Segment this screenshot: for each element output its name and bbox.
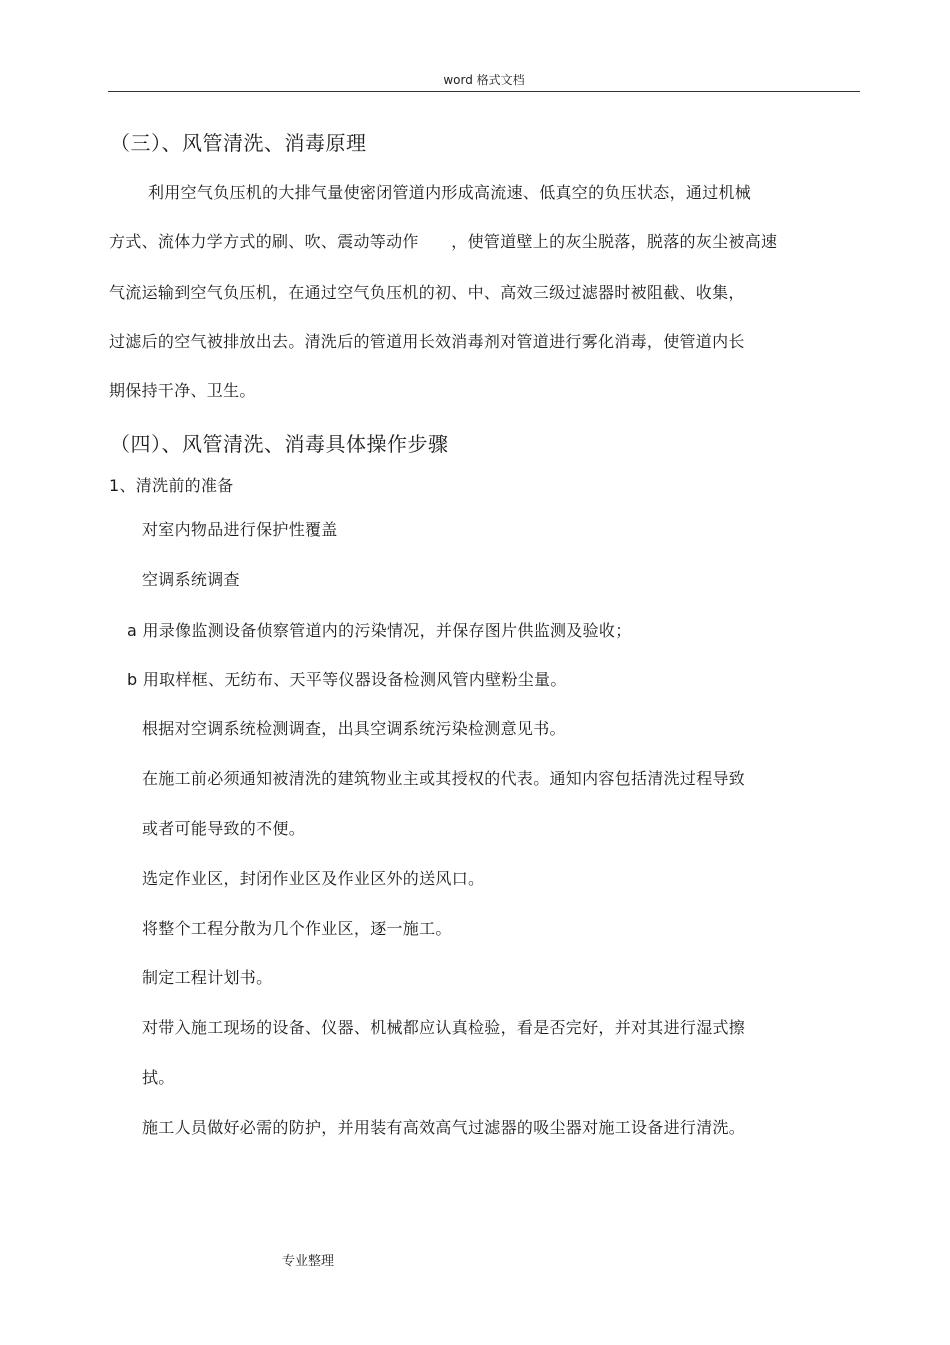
list-item: a 用录像监测设备侦察管道内的污染情况，并保存图片供监测及验收；: [127, 621, 632, 640]
paragraph-line: 方式、流体力学方式的刷、吹、震动等动作 ，使管道壁上的灰尘脱落，脱落的灰尘被高速: [109, 232, 778, 251]
paragraph-line: 期保持干净、卫生。: [109, 381, 256, 400]
list-item: 拭。: [142, 1068, 175, 1087]
list-item: 对带入施工现场的设备、仪器、机械都应认真检验，看是否完好，并对其进行湿式擦: [142, 1018, 746, 1037]
list-item: 制定工程计划书。: [142, 968, 273, 987]
list-item: 施工人员做好必需的防护，并用装有高效高气过滤器的吸尘器对施工设备进行清洗。: [142, 1118, 746, 1137]
list-item: 将整个工程分散为几个作业区，逐一施工。: [142, 919, 452, 938]
list-item: b 用取样框、无纺布、天平等仪器设备检测风管内壁粉尘量。: [127, 670, 567, 689]
paragraph-line: 气流运输到空气负压机，在通过空气负压机的初、中、高效三级过滤器时被阻截、收集，: [109, 283, 745, 302]
header-divider: [108, 91, 860, 92]
paragraph-line: 利用空气负压机的大排气量使密闭管道内形成高流速、低真空的负压状态，通过机械: [148, 183, 752, 202]
page-header: word 格式文档: [443, 73, 525, 87]
section-heading-3: （三）、风管清洗、消毒原理: [110, 131, 367, 155]
list-item: 空调系统调查: [142, 570, 240, 589]
list-item: 对室内物品进行保护性覆盖: [142, 520, 338, 539]
page-footer: 专业整理: [282, 1254, 335, 1269]
section-heading-4: （四）、风管清洗、消毒具体操作步骤: [110, 432, 449, 456]
list-item: 根据对空调系统检测调查，出具空调系统污染检测意见书。: [142, 719, 566, 738]
paragraph-line: 过滤后的空气被排放出去。清洗后的管道用长效消毒剂对管道进行雾化消毒，使管道内长: [109, 332, 745, 351]
list-item: 在施工前必须通知被清洗的建筑物业主或其授权的代表。通知内容包括清洗过程导致: [142, 769, 746, 788]
list-item: 或者可能导致的不便。: [142, 819, 306, 838]
list-item: 选定作业区，封闭作业区及作业区外的送风口。: [142, 869, 485, 888]
subheading: 1、清洗前的准备: [109, 476, 234, 495]
